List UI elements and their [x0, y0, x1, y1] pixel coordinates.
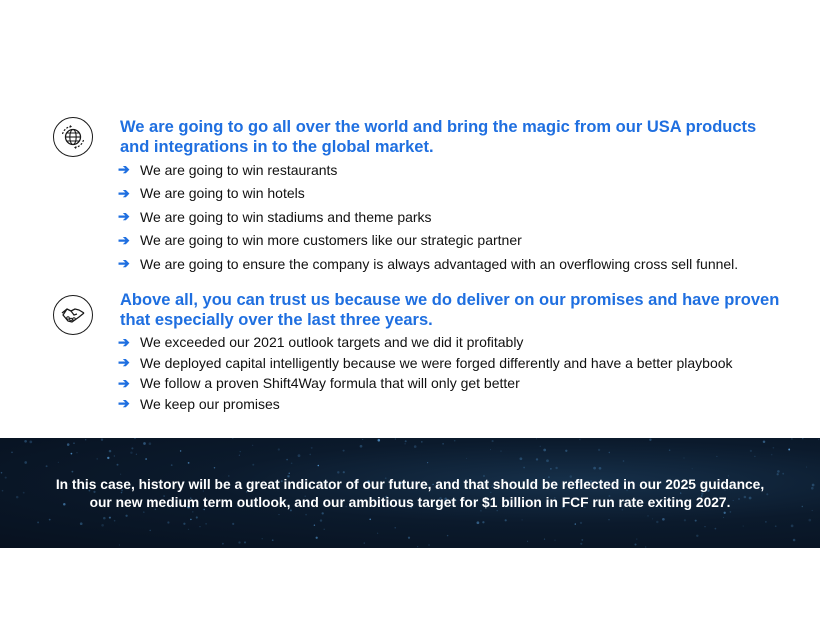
globe-icon: [53, 117, 93, 157]
list-item: ➔ We follow a proven Shift4Way formula that will only get better: [118, 374, 520, 392]
list-item: ➔ We are going to ensure the company is always advantaged with an overflowing cross sell funnel.: [118, 255, 739, 272]
banner-text: [0, 476, 820, 512]
arrow-icon: ➔: [118, 184, 130, 201]
list-item: ➔ We exceeded our 2021 outlook targets and we did it profitably: [118, 333, 524, 351]
list-item: ➔ We are going to win more customers like our strategic partner: [118, 231, 522, 249]
section-heading: Above all, you can trust us because we do deliver on our promises and have proven that especially over the last three years.: [120, 291, 780, 329]
arrow-icon: ➔: [118, 333, 130, 350]
list-item: ➔ We are going to win hotels: [118, 184, 305, 202]
bullet-list: [118, 332, 733, 414]
list-item: ➔ We are going to win stadiums and theme parks: [118, 208, 432, 225]
banner-line-1: In this case, history will be a great indicator of our future, and that should be reflected in our 2025 guidance,: [55, 477, 765, 492]
list-item: ➔ We deployed capital intelligently because we were forged differently and have a better playbook: [118, 354, 733, 371]
arrow-icon: ➔: [118, 374, 130, 391]
section-heading: We are going to go all over the world and bring the magic from our USA products and integrations in to the global market.: [120, 118, 757, 156]
arrow-icon: ➔: [118, 208, 130, 225]
list-item: ➔ We are going to win restaurants: [118, 161, 338, 178]
banner-line-2: our new medium term outlook, and our ambitious target for $1 billion in FCF run rate exiting 2027.: [89, 495, 731, 510]
bullet-list: [118, 158, 738, 276]
list-item: ➔ We keep our promises: [118, 395, 280, 412]
arrow-icon: ➔: [118, 255, 130, 272]
arrow-icon: ➔: [118, 354, 130, 371]
handshake-icon: [53, 295, 93, 335]
closing-banner: [0, 438, 820, 548]
arrow-icon: ➔: [118, 231, 130, 248]
arrow-icon: ➔: [118, 161, 130, 178]
arrow-icon: ➔: [118, 395, 130, 412]
